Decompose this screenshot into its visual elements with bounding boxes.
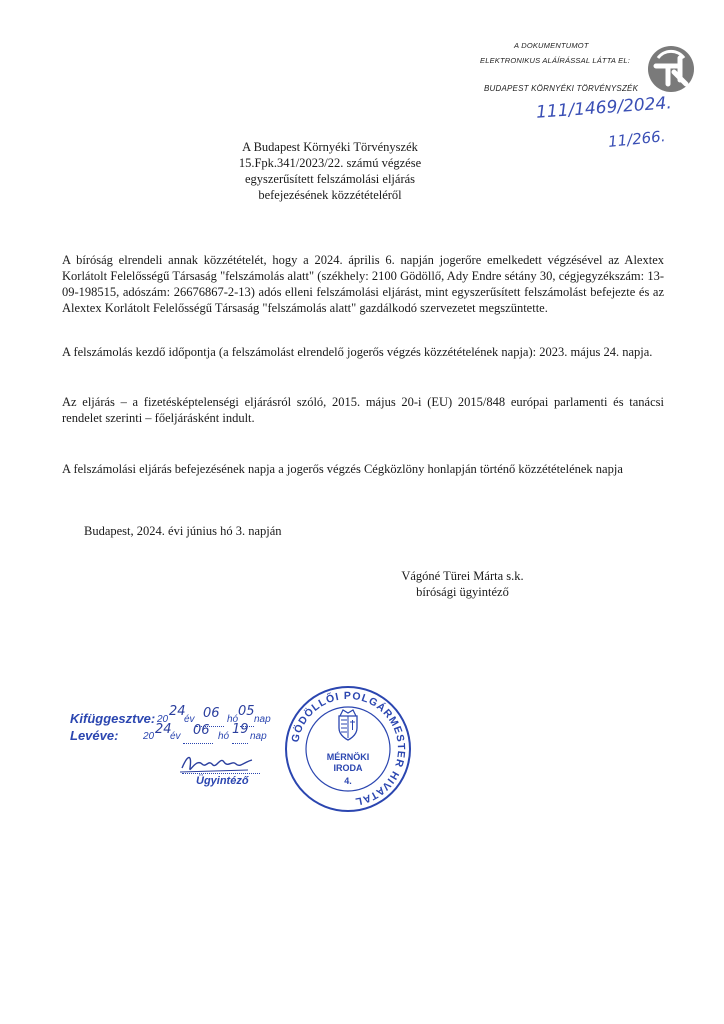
round-stamp — [283, 684, 413, 814]
posted-day: 05 — [238, 704, 255, 719]
removed-ev-label: év — [170, 731, 181, 742]
stamp-number: 4. — [344, 776, 352, 786]
title-line-2: 15.Fpk.341/2023/22. számú végzése — [238, 156, 422, 170]
title-line-3: egyszerűsített felszámolási eljárás — [244, 172, 416, 186]
posted-ev-label: év — [184, 714, 195, 725]
esign-line-1: A DOKUMENTUMOT — [514, 41, 589, 50]
removed-label: Levéve: — [70, 728, 119, 743]
paragraph-order: A bíróság elrendeli annak közzétételét, hogy a 2024. április 6. napján jogerőre emelkedett végzésével az Alextex Korlátolt Felelősségű Társaság "felszámolás alatt" (székhely: 2100 Gödöllő, Ady Endre sétány 30, cégjegyzékszám: 13-09-198515, adószám: 26676867-2-13) adós elleni felszámolási eljárást, mint egyszerűsített felszámolást befejezte és az Alextex Korlátolt Felelősségű Társaság "felszámolás alatt" gazdálkodó szervezetet megszüntette. — [62, 253, 664, 315]
handwritten-reference-1: 111/1469/2024. — [535, 93, 673, 123]
removed-day: 19 — [232, 722, 249, 737]
stamp-ring-text: GÖDÖLLŐI POLGÁRMESTER HIVATAL — [289, 689, 408, 808]
title-line-1: A Budapest Környéki Törvényszék — [242, 140, 418, 154]
removed-month: 06 — [193, 723, 210, 738]
signer-name: Vágóné Türei Márta s.k. — [401, 569, 524, 583]
removed-year: 24 — [155, 722, 172, 737]
clerk-label: Ügyintéző — [196, 775, 249, 787]
esign-line-2: ELEKTRONIKUS ALÁÍRÁSSAL LÁTTA EL: — [480, 56, 630, 65]
removed-nap-label: nap — [250, 731, 267, 742]
signer-role: bírósági ügyintéző — [416, 585, 509, 599]
posted-year-prefix: 20 — [157, 714, 169, 725]
posted-label: Kifüggesztve: — [70, 711, 156, 726]
document-title — [220, 139, 440, 203]
date-line: Budapest, 2024. évi június hó 3. napján — [84, 524, 282, 538]
title-line-4: befejezésének közzétételéről — [258, 188, 402, 202]
posted-month: 06 — [203, 706, 220, 721]
stamp-center-line-2: IRODA — [333, 763, 363, 773]
court-logo-icon — [646, 44, 696, 94]
handwritten-reference-2: 11/266. — [607, 127, 667, 151]
esign-court-name: BUDAPEST KÖRNYÉKI TÖRVÉNYSZÉK — [484, 84, 639, 93]
hungarian-coat-of-arms-icon — [339, 710, 357, 740]
posted-ho-label: hó — [227, 714, 239, 725]
paragraph-end-date: A felszámolási eljárás befejezésének napja a jogerős végzés Cégközlöny honlapján történő közzétételének napja — [62, 462, 623, 476]
posted-nap-label: nap — [254, 714, 271, 725]
paragraph-proceeding: Az eljárás – a fizetésképtelenségi eljárásról szóló, 2015. május 20-i (EU) 2015/848 európai parlamenti és tanácsi rendelet szerinti – főeljárásként indult. — [62, 395, 664, 425]
removed-ho-label: hó — [218, 731, 230, 742]
removed-year-prefix: 20 — [143, 731, 155, 742]
paragraph-start-date: A felszámolás kezdő időpontja (a felszámolást elrendelő jogerős végzés közzétételének napja): 2023. május 24. napja. — [62, 345, 653, 359]
stamp-center-line-1: MÉRNÖKI — [326, 752, 370, 762]
posted-year: 24 — [169, 704, 186, 719]
